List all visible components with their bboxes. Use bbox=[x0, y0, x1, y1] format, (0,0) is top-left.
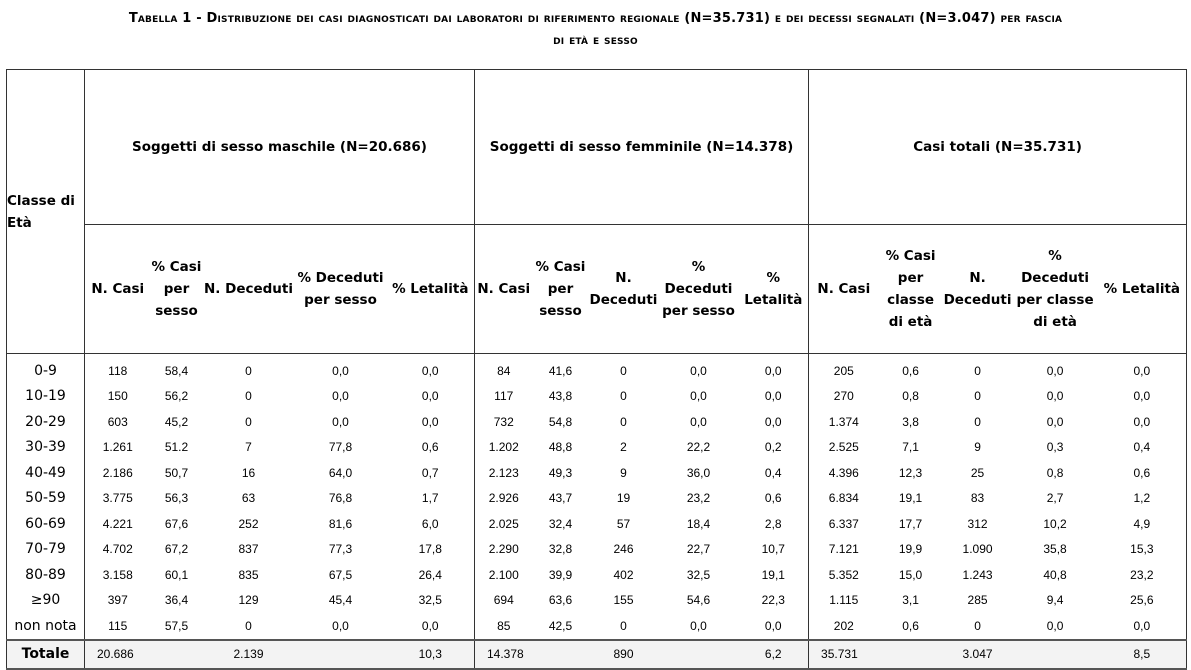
table-cell: 32,4 bbox=[548, 516, 573, 531]
table-cell: 56,3 bbox=[164, 491, 189, 506]
table-cell: 77,3 bbox=[328, 542, 353, 557]
table-cell: 0,0 bbox=[739, 409, 809, 435]
table-cell: 837 bbox=[238, 542, 259, 557]
table-cell: 118 bbox=[108, 363, 128, 378]
table-cell: 0,0 bbox=[387, 354, 475, 384]
table-cell: 9,4 bbox=[1046, 593, 1064, 608]
table-cell: 0 bbox=[974, 414, 981, 429]
table-caption bbox=[0, 8, 1191, 52]
table-cell: 0,0 bbox=[690, 618, 707, 633]
table-cell: 45,2 bbox=[164, 414, 189, 429]
table-cell: 0,8 bbox=[902, 389, 919, 404]
table-cell: 10,3 bbox=[387, 640, 475, 669]
table-cell: 1.090 bbox=[962, 542, 993, 557]
table-cell: 7,1 bbox=[902, 440, 919, 455]
table-cell: 0,7 bbox=[387, 460, 475, 486]
table-cell: 2.926 bbox=[488, 491, 519, 506]
age-class-header: Classe di Età bbox=[7, 70, 85, 354]
table-cell: 0,3 bbox=[1046, 440, 1064, 455]
table-cell: 17,8 bbox=[387, 537, 475, 563]
table-cell: 40,8 bbox=[1043, 567, 1067, 582]
table-cell: 0,8 bbox=[1046, 465, 1064, 480]
table-cell: 0,0 bbox=[387, 409, 475, 435]
table-cell: 25 bbox=[970, 465, 985, 480]
table-cell: 155 bbox=[613, 593, 634, 608]
table-cell: 16 bbox=[241, 465, 256, 480]
table-cell: 67,5 bbox=[328, 567, 353, 582]
age-class-cell: 60-69 bbox=[7, 511, 85, 537]
table-cell: 0,6 bbox=[902, 618, 919, 633]
table-cell: 0 bbox=[245, 389, 252, 404]
table-cell: 32,5 bbox=[387, 588, 475, 614]
table-row bbox=[7, 537, 1187, 563]
table-cell: 890 bbox=[589, 640, 659, 669]
table-cell: 0 bbox=[245, 363, 252, 378]
table-row bbox=[7, 409, 1187, 435]
table-cell: 4.702 bbox=[102, 542, 133, 557]
table-cell: 732 bbox=[493, 414, 514, 429]
table-cell: 9 bbox=[620, 465, 627, 480]
table-cell: 0,0 bbox=[739, 613, 809, 640]
male-pct-casi-header: % Casi per sesso bbox=[151, 225, 203, 354]
table-cell: 41,6 bbox=[548, 363, 573, 378]
female-n-casi-header: N. Casi bbox=[475, 225, 533, 354]
table-cell: 2.525 bbox=[828, 440, 859, 455]
age-class-cell: non nota bbox=[7, 613, 85, 640]
table-cell: 1.374 bbox=[828, 414, 859, 429]
table-cell: 0,2 bbox=[739, 435, 809, 461]
table-cell: 10,7 bbox=[739, 537, 809, 563]
female-pct-casi-header: % Casi per sesso bbox=[533, 225, 589, 354]
table-cell: 0,0 bbox=[332, 618, 349, 633]
table-cell: 43,7 bbox=[548, 491, 573, 506]
table-cell: 0,6 bbox=[902, 363, 919, 378]
table-cell: 57,5 bbox=[164, 618, 189, 633]
table-cell: 4.396 bbox=[828, 465, 859, 480]
table-row bbox=[7, 588, 1187, 614]
table-cell: 0 bbox=[620, 389, 627, 404]
total-row bbox=[7, 640, 1187, 669]
table-cell: 83 bbox=[970, 491, 985, 506]
table-cell: 58,4 bbox=[164, 363, 189, 378]
table-cell: 35.731 bbox=[809, 640, 879, 669]
table-cell: 397 bbox=[107, 593, 128, 608]
table-cell: 2.100 bbox=[488, 567, 519, 582]
table-cell: 19,9 bbox=[898, 542, 923, 557]
table-cell: 22,2 bbox=[686, 440, 711, 455]
table-cell: 10,2 bbox=[1043, 516, 1067, 531]
total-n-casi-header: N. Casi bbox=[809, 225, 879, 354]
table-cell: 0,0 bbox=[1046, 414, 1064, 429]
table-body bbox=[7, 354, 1187, 669]
table-cell: 76,8 bbox=[328, 491, 353, 506]
table-row bbox=[7, 435, 1187, 461]
caption-line-2: di età e sesso bbox=[553, 33, 638, 48]
table-cell: 15,3 bbox=[1098, 537, 1187, 563]
table-cell: 150 bbox=[107, 389, 128, 404]
table-cell: 22,3 bbox=[739, 588, 809, 614]
age-class-cell: 20-29 bbox=[7, 409, 85, 435]
table-cell: 43,8 bbox=[548, 389, 573, 404]
total-n-deceduti-header: N. Deceduti bbox=[943, 225, 1013, 354]
table-cell: 3.158 bbox=[102, 567, 133, 582]
table-cell: 48,8 bbox=[548, 440, 573, 455]
table-cell: 6.337 bbox=[828, 516, 859, 531]
table-cell: 54,6 bbox=[686, 593, 711, 608]
age-class-cell: 30-39 bbox=[7, 435, 85, 461]
table-cell: 0,0 bbox=[387, 613, 475, 640]
female-letalita-header: % Letalità bbox=[739, 225, 809, 354]
male-letalita-header: % Letalità bbox=[387, 225, 475, 354]
table-row bbox=[7, 613, 1187, 640]
table-cell: 2 bbox=[620, 440, 627, 455]
table-cell: 4.221 bbox=[102, 516, 133, 531]
table-cell: 0 bbox=[974, 389, 981, 404]
table-cell: 1,2 bbox=[1098, 486, 1187, 512]
age-class-cell: 70-79 bbox=[7, 537, 85, 563]
table-cell: 25,6 bbox=[1098, 588, 1187, 614]
table-cell: 19,1 bbox=[739, 562, 809, 588]
table-cell: 0,0 bbox=[1098, 409, 1187, 435]
table-cell: 402 bbox=[613, 567, 634, 582]
table-cell: 22,7 bbox=[686, 542, 711, 557]
table-cell: 835 bbox=[238, 567, 259, 582]
table-cell: 5.352 bbox=[828, 567, 859, 582]
table-cell: 77,8 bbox=[328, 440, 353, 455]
table-cell: 8,5 bbox=[1098, 640, 1187, 669]
table-cell: 0,0 bbox=[1046, 363, 1064, 378]
age-class-cell: 0-9 bbox=[7, 354, 85, 384]
table-cell: 20.686 bbox=[85, 640, 151, 669]
table-cell: 0,0 bbox=[1046, 389, 1064, 404]
table-cell: 49,3 bbox=[548, 465, 573, 480]
table-cell: 0 bbox=[620, 414, 627, 429]
table-cell: 12,3 bbox=[898, 465, 923, 480]
table-cell: 0,0 bbox=[690, 389, 707, 404]
table-cell: 1.261 bbox=[102, 440, 133, 455]
table-cell: 0 bbox=[245, 414, 252, 429]
table-cell: 0,4 bbox=[739, 460, 809, 486]
table-row bbox=[7, 511, 1187, 537]
age-class-cell: Totale bbox=[7, 640, 85, 669]
table-cell: 603 bbox=[107, 414, 128, 429]
table-cell: 2.139 bbox=[203, 640, 295, 669]
table-cell: 2.025 bbox=[488, 516, 519, 531]
table-cell: 0,0 bbox=[739, 384, 809, 410]
table-cell: 84 bbox=[497, 363, 511, 378]
table-cell: 0 bbox=[620, 618, 627, 633]
table-cell: 0,0 bbox=[387, 384, 475, 410]
table-cell: 1,7 bbox=[387, 486, 475, 512]
table-cell: 2.186 bbox=[102, 465, 133, 480]
table-cell: 19,1 bbox=[898, 491, 923, 506]
table-cell: 205 bbox=[833, 363, 854, 378]
caption-line-1: Tabella 1 - Distribuzione dei casi diagnosticati dai laboratori di riferimento regionale (N=35.731) e dei decessi segnalati (N=3.047) per fascia bbox=[128, 11, 1063, 26]
table-cell: 2,8 bbox=[739, 511, 809, 537]
table-cell: 63,6 bbox=[548, 593, 573, 608]
table-cell: 32,5 bbox=[686, 567, 711, 582]
age-class-cell: 50-59 bbox=[7, 486, 85, 512]
male-pct-deceduti-header: % Deceduti per sesso bbox=[295, 225, 387, 354]
table-cell: 1.202 bbox=[488, 440, 519, 455]
age-class-cell: 10-19 bbox=[7, 384, 85, 410]
table-cell: 2.123 bbox=[488, 465, 519, 480]
female-group-header: Soggetti di sesso femminile (N=14.378) bbox=[475, 70, 809, 225]
age-class-cell: ≥90 bbox=[7, 588, 85, 614]
table-cell bbox=[151, 640, 203, 669]
table-cell: 6.834 bbox=[828, 491, 859, 506]
age-class-cell: 40-49 bbox=[7, 460, 85, 486]
table-row bbox=[7, 486, 1187, 512]
table-cell: 0,6 bbox=[739, 486, 809, 512]
table-cell: 0,0 bbox=[690, 363, 707, 378]
table-cell: 0,6 bbox=[387, 435, 475, 461]
table-cell: 23,2 bbox=[1098, 562, 1187, 588]
table-cell: 3.047 bbox=[943, 640, 1013, 669]
table-cell: 0,0 bbox=[332, 414, 349, 429]
table-cell: 115 bbox=[108, 618, 128, 633]
table-cell: 129 bbox=[238, 593, 259, 608]
table-cell: 0,0 bbox=[1098, 613, 1187, 640]
table-cell: 0,0 bbox=[1098, 354, 1187, 384]
table-cell: 18,4 bbox=[686, 516, 711, 531]
table-cell: 51.2 bbox=[164, 440, 189, 455]
table-cell: 57 bbox=[616, 516, 631, 531]
table-cell: 56,2 bbox=[164, 389, 189, 404]
male-n-deceduti-header: N. Deceduti bbox=[203, 225, 295, 354]
table-row bbox=[7, 562, 1187, 588]
table-cell: 36,0 bbox=[686, 465, 711, 480]
table-cell: 15,0 bbox=[898, 567, 923, 582]
table-cell: 60,1 bbox=[164, 567, 189, 582]
table-cell: 312 bbox=[967, 516, 988, 531]
table-cell: 0,0 bbox=[332, 389, 349, 404]
table-cell: 202 bbox=[833, 618, 854, 633]
total-letalita-header: % Letalità bbox=[1098, 225, 1187, 354]
table-cell: 3,8 bbox=[902, 414, 919, 429]
table-cell: 6,2 bbox=[739, 640, 809, 669]
table-cell: 0 bbox=[974, 363, 981, 378]
header-group-row bbox=[7, 70, 1187, 225]
table-cell: 14.378 bbox=[475, 640, 533, 669]
table-cell bbox=[659, 640, 739, 669]
total-pct-deceduti-header: % Deceduti per classe di età bbox=[1013, 225, 1098, 354]
total-pct-casi-header: % Casi per classe di età bbox=[879, 225, 943, 354]
table-cell: 26,4 bbox=[387, 562, 475, 588]
table-cell: 45,4 bbox=[328, 593, 353, 608]
male-group-header: Soggetti di sesso maschile (N=20.686) bbox=[85, 70, 475, 225]
table-cell: 23,2 bbox=[686, 491, 711, 506]
table-cell: 63 bbox=[241, 491, 256, 506]
table-cell: 3,1 bbox=[902, 593, 919, 608]
female-pct-deceduti-header: % Deceduti per sesso bbox=[659, 225, 739, 354]
table-cell: 36,4 bbox=[164, 593, 189, 608]
table-cell: 4,9 bbox=[1098, 511, 1187, 537]
table-cell: 67,6 bbox=[164, 516, 189, 531]
age-class-cell: 80-89 bbox=[7, 562, 85, 588]
table-cell: 2,7 bbox=[1046, 491, 1064, 506]
table-cell: 50,7 bbox=[164, 465, 189, 480]
table-cell: 0,0 bbox=[1098, 384, 1187, 410]
table-cell: 54,8 bbox=[548, 414, 573, 429]
table-cell: 0,0 bbox=[1046, 618, 1064, 633]
table-cell: 0,0 bbox=[690, 414, 707, 429]
male-n-casi-header: N. Casi bbox=[85, 225, 151, 354]
table-cell: 17,7 bbox=[898, 516, 923, 531]
table-cell: 85 bbox=[497, 618, 511, 633]
female-n-deceduti-header: N. Deceduti bbox=[589, 225, 659, 354]
table-cell: 35,8 bbox=[1043, 542, 1067, 557]
table-cell: 1.243 bbox=[962, 567, 993, 582]
table-cell: 42,5 bbox=[548, 618, 573, 633]
table-cell bbox=[533, 640, 589, 669]
table-cell: 0,0 bbox=[332, 363, 349, 378]
table-cell bbox=[295, 640, 387, 669]
table-cell: 252 bbox=[238, 516, 259, 531]
table-cell: 6,0 bbox=[387, 511, 475, 537]
table-cell: 9 bbox=[974, 440, 981, 455]
total-group-header: Casi totali (N=35.731) bbox=[809, 70, 1187, 225]
table-cell bbox=[1013, 640, 1098, 669]
table-cell: 270 bbox=[833, 389, 854, 404]
header-sub-row bbox=[7, 225, 1187, 354]
table-cell: 0 bbox=[620, 363, 627, 378]
table-cell: 694 bbox=[493, 593, 514, 608]
table-cell: 117 bbox=[494, 389, 514, 404]
table-cell: 39,9 bbox=[548, 567, 573, 582]
table-cell: 0,0 bbox=[739, 354, 809, 384]
table-cell: 0 bbox=[974, 618, 981, 633]
table-cell: 246 bbox=[613, 542, 634, 557]
table-row bbox=[7, 460, 1187, 486]
table-cell: 7.121 bbox=[828, 542, 859, 557]
table-row bbox=[7, 384, 1187, 410]
table-cell: 7 bbox=[245, 440, 252, 455]
table-cell: 64,0 bbox=[328, 465, 353, 480]
table-cell: 67,2 bbox=[164, 542, 189, 557]
table-cell: 32,8 bbox=[548, 542, 573, 557]
table-cell: 1.115 bbox=[829, 593, 859, 608]
table-cell: 3.775 bbox=[102, 491, 133, 506]
table-cell: 285 bbox=[967, 593, 988, 608]
table-cell: 0,6 bbox=[1098, 460, 1187, 486]
table-cell: 0,4 bbox=[1098, 435, 1187, 461]
table-cell: 0 bbox=[245, 618, 252, 633]
cases-table bbox=[6, 69, 1187, 670]
table-cell bbox=[879, 640, 943, 669]
table-cell: 2.290 bbox=[488, 542, 519, 557]
table-row bbox=[7, 354, 1187, 384]
table-cell: 19 bbox=[616, 491, 631, 506]
table-cell: 81,6 bbox=[328, 516, 353, 531]
